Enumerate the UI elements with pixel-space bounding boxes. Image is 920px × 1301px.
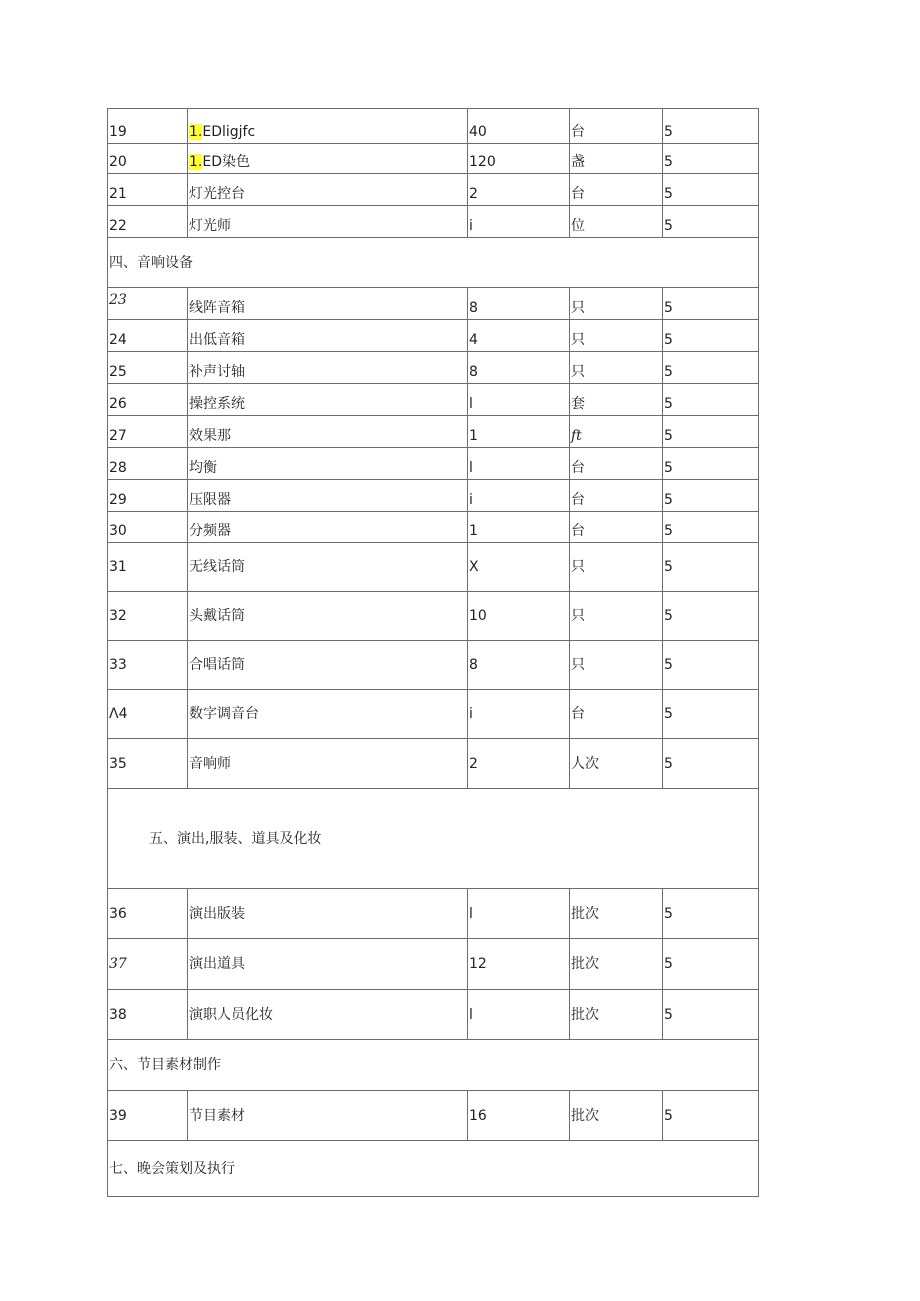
quantity-cell: 1 xyxy=(468,512,570,543)
row-number-cell: 37 xyxy=(108,939,188,990)
item-name-cell xyxy=(188,990,468,1040)
unit-cell: ft xyxy=(570,416,663,448)
row-number-cell: 31 xyxy=(108,543,188,592)
equipment-table-page xyxy=(107,108,758,1197)
item-name-cell xyxy=(188,384,468,416)
value-cell: 5 xyxy=(663,739,759,789)
value-cell: 5 xyxy=(663,144,759,174)
quantity-cell: 8 xyxy=(468,641,570,690)
table-row xyxy=(108,939,759,990)
unit-cell: 人次 xyxy=(570,739,663,789)
item-name-cell xyxy=(188,543,468,592)
item-name: 演出道具 xyxy=(189,956,245,972)
table-row xyxy=(108,320,759,352)
item-name: EDligjfc xyxy=(202,124,256,140)
row-number-cell: 30 xyxy=(108,512,188,543)
row-number-cell: 22 xyxy=(108,206,188,238)
value-cell: 5 xyxy=(663,592,759,641)
value-cell: 5 xyxy=(663,889,759,939)
row-number-cell: 29 xyxy=(108,480,188,512)
quantity-cell: l xyxy=(468,384,570,416)
quantity-cell: l xyxy=(468,990,570,1040)
row-number-cell: 28 xyxy=(108,448,188,480)
value-cell: 5 xyxy=(663,512,759,543)
item-name-cell xyxy=(188,206,468,238)
unit-cell: 位 xyxy=(570,206,663,238)
quantity-cell: 2 xyxy=(468,174,570,206)
row-number-cell: 36 xyxy=(108,889,188,939)
value-cell: 5 xyxy=(663,109,759,144)
table-row xyxy=(108,1091,759,1141)
quantity-cell: i xyxy=(468,206,570,238)
table-row xyxy=(108,641,759,690)
quantity-cell: 4 xyxy=(468,320,570,352)
value-cell: 5 xyxy=(663,939,759,990)
item-name: ED染色 xyxy=(202,154,250,170)
item-name: 补声讨轴 xyxy=(189,364,245,380)
item-name-cell xyxy=(188,739,468,789)
section-title: 六、节目素材制作 xyxy=(108,1040,759,1091)
value-cell: 5 xyxy=(663,641,759,690)
value-cell: 5 xyxy=(663,206,759,238)
unit-cell: 批次 xyxy=(570,990,663,1040)
quantity-cell: 8 xyxy=(468,352,570,384)
value-cell: 5 xyxy=(663,690,759,739)
table-row xyxy=(108,448,759,480)
quantity-cell: 120 xyxy=(468,144,570,174)
table-row xyxy=(108,690,759,739)
row-number-cell: Λ4 xyxy=(108,690,188,739)
unit-cell: 台 xyxy=(570,690,663,739)
item-name: 均衡 xyxy=(189,460,217,476)
row-number-cell: 23 xyxy=(108,288,188,320)
value-cell: 5 xyxy=(663,416,759,448)
row-number-cell: 21 xyxy=(108,174,188,206)
table-row xyxy=(108,288,759,320)
table-row xyxy=(108,352,759,384)
row-number-cell: 27 xyxy=(108,416,188,448)
quantity-cell: 40 xyxy=(468,109,570,144)
item-name-cell xyxy=(188,939,468,990)
item-name-cell xyxy=(188,641,468,690)
quantity-cell: 8 xyxy=(468,288,570,320)
unit-cell: 盏 xyxy=(570,144,663,174)
unit-cell: 只 xyxy=(570,352,663,384)
value-cell: 5 xyxy=(663,174,759,206)
item-name-cell xyxy=(188,352,468,384)
unit-cell: 台 xyxy=(570,109,663,144)
item-name: 分频器 xyxy=(189,523,231,539)
quantity-cell: 2 xyxy=(468,739,570,789)
item-name-cell xyxy=(188,144,468,174)
highlighted-prefix: 1. xyxy=(189,154,203,170)
value-cell: 5 xyxy=(663,384,759,416)
item-name-cell xyxy=(188,690,468,739)
quantity-cell: 12 xyxy=(468,939,570,990)
item-name-cell xyxy=(188,889,468,939)
row-number-cell: 25 xyxy=(108,352,188,384)
item-name-cell xyxy=(188,1091,468,1141)
table-row xyxy=(108,543,759,592)
item-name: 合唱话筒 xyxy=(189,657,245,673)
item-name-cell xyxy=(188,109,468,144)
table-row xyxy=(108,206,759,238)
table-row xyxy=(108,174,759,206)
table-row xyxy=(108,512,759,543)
unit-cell: 套 xyxy=(570,384,663,416)
item-name-cell xyxy=(188,320,468,352)
table-row xyxy=(108,144,759,174)
unit-cell: 批次 xyxy=(570,889,663,939)
item-name: 线阵音箱 xyxy=(189,300,245,316)
section-header-row xyxy=(108,1141,759,1197)
quantity-cell: i xyxy=(468,690,570,739)
unit-cell: 只 xyxy=(570,641,663,690)
value-cell: 5 xyxy=(663,320,759,352)
row-number-cell: 39 xyxy=(108,1091,188,1141)
row-number-cell: 19 xyxy=(108,109,188,144)
row-number-cell: 38 xyxy=(108,990,188,1040)
item-name-cell xyxy=(188,416,468,448)
item-name: 压限器 xyxy=(189,492,231,508)
item-name-cell xyxy=(188,512,468,543)
section-title: 四、音响设备 xyxy=(108,238,759,288)
quantity-cell: 1 xyxy=(468,416,570,448)
equipment-table-body xyxy=(108,109,759,1197)
item-name: 节目素材 xyxy=(189,1107,245,1124)
table-row xyxy=(108,416,759,448)
item-name-cell xyxy=(188,174,468,206)
item-name: 灯光控台 xyxy=(189,186,245,202)
value-cell: 5 xyxy=(663,543,759,592)
value-cell: 5 xyxy=(663,480,759,512)
highlighted-prefix: 1. xyxy=(189,124,203,140)
item-name: 数字调音台 xyxy=(189,706,259,722)
row-number-cell: 35 xyxy=(108,739,188,789)
unit-cell: 只 xyxy=(570,288,663,320)
item-name: 演出版装 xyxy=(189,905,245,922)
item-name: 灯光师 xyxy=(189,218,231,234)
unit-cell: 台 xyxy=(570,448,663,480)
table-row xyxy=(108,480,759,512)
value-cell: 5 xyxy=(663,352,759,384)
row-number-cell: 32 xyxy=(108,592,188,641)
row-number-cell: 33 xyxy=(108,641,188,690)
unit-cell: 台 xyxy=(570,174,663,206)
unit-cell: 只 xyxy=(570,592,663,641)
item-name-cell xyxy=(188,480,468,512)
quantity-cell: l xyxy=(468,889,570,939)
table-row xyxy=(108,384,759,416)
value-cell: 5 xyxy=(663,990,759,1040)
section-header-row xyxy=(108,1040,759,1091)
unit-cell: 批次 xyxy=(570,1091,663,1141)
row-number-cell: 24 xyxy=(108,320,188,352)
row-number-cell: 26 xyxy=(108,384,188,416)
item-name: 出低音箱 xyxy=(189,332,245,348)
value-cell: 5 xyxy=(663,448,759,480)
quantity-cell: 16 xyxy=(468,1091,570,1141)
section-title: 五、演出,服装、道具及化妆 xyxy=(108,789,759,889)
value-cell: 5 xyxy=(663,288,759,320)
section-header-row xyxy=(108,238,759,288)
quantity-cell: l xyxy=(468,448,570,480)
unit-cell: 批次 xyxy=(570,939,663,990)
quantity-cell: 10 xyxy=(468,592,570,641)
item-name-cell xyxy=(188,288,468,320)
item-name: 无线话筒 xyxy=(189,559,245,575)
equipment-table xyxy=(107,108,759,1197)
value-cell: 5 xyxy=(663,1091,759,1141)
row-number-cell: 20 xyxy=(108,144,188,174)
unit-cell: 只 xyxy=(570,320,663,352)
unit-cell: 只 xyxy=(570,543,663,592)
table-row xyxy=(108,990,759,1040)
item-name: 效果那 xyxy=(189,428,231,444)
unit-cell: 台 xyxy=(570,512,663,543)
unit-cell: 台 xyxy=(570,480,663,512)
table-row xyxy=(108,592,759,641)
section-header-row xyxy=(108,789,759,889)
item-name: 头戴话筒 xyxy=(189,608,245,624)
item-name-cell xyxy=(188,448,468,480)
section-title: 七、晚会策划及执行 xyxy=(108,1141,759,1197)
table-row xyxy=(108,739,759,789)
quantity-cell: i xyxy=(468,480,570,512)
quantity-cell: X xyxy=(468,543,570,592)
item-name: 演职人员化妆 xyxy=(189,1006,273,1023)
item-name: 操控系统 xyxy=(189,396,245,412)
table-row xyxy=(108,109,759,144)
item-name-cell xyxy=(188,592,468,641)
item-name: 音响师 xyxy=(189,755,231,772)
table-row xyxy=(108,889,759,939)
